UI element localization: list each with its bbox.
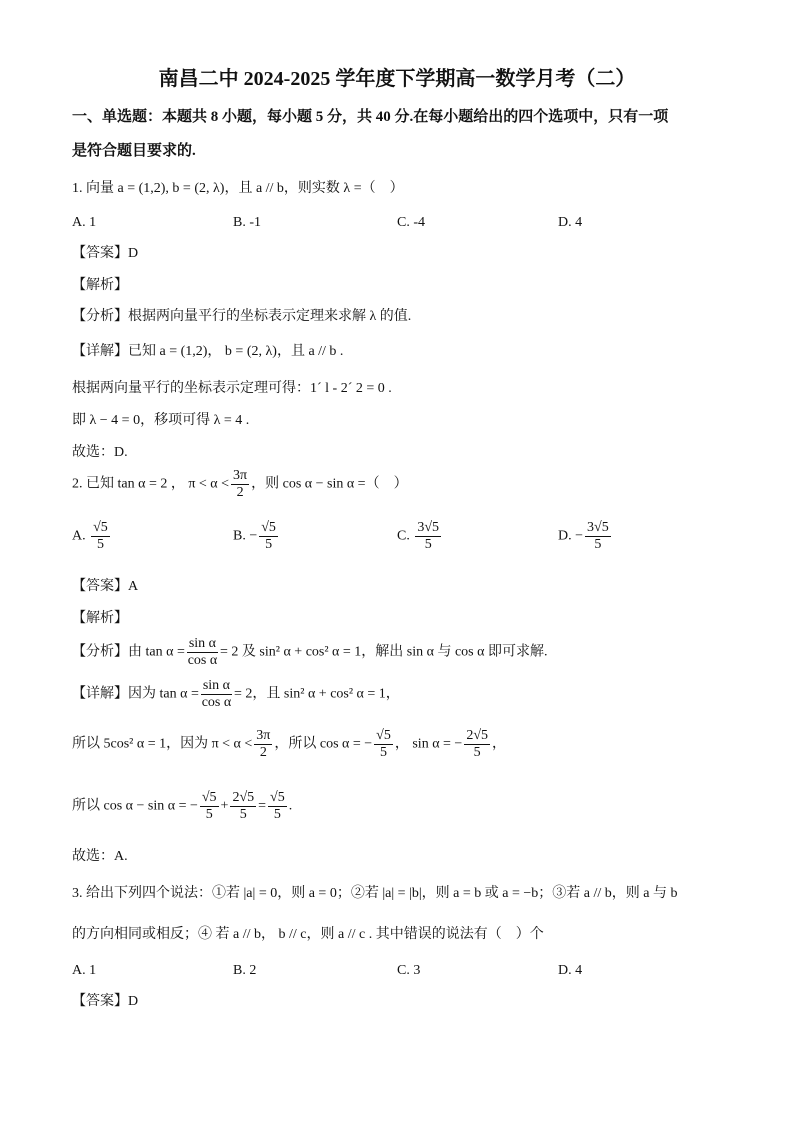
q1-answer: 【答案】D bbox=[72, 246, 139, 261]
section-heading-line2: 是符合题目要求的. bbox=[72, 143, 196, 159]
q2-answer: 【答案】A bbox=[72, 579, 139, 594]
q1-xiangjie: 【详解】已知 a = (1,2)， b = (2, λ)，且 a // b . bbox=[72, 344, 344, 359]
q2-choose: 故选：A. bbox=[72, 849, 128, 864]
q2-fenxi-fraction: $\frac{\text{sin α}}{\text{cos α}}$ bbox=[187, 636, 218, 668]
q3-stem-line1: 3. 给出下列四个说法：①若 |a| = 0，则 a = 0；②若 |a| = |b|，则 a = b 或 a = −b；③若 a // b，则 a 与 b bbox=[72, 886, 678, 901]
q2-stem-b: ，则 cos α − sin α =（ ） bbox=[251, 476, 408, 492]
q1-option-c: C. -4 bbox=[397, 215, 425, 230]
q2-stem bbox=[72, 468, 408, 501]
q2-line2: 所以 cos α − sin α = − $\frac{√5}{5}$ + $\frac{2√5}{5}$ = $\frac{√5}{5}$ . bbox=[72, 790, 293, 822]
q2-jiexi: 【解析】 bbox=[72, 611, 128, 626]
q2-xiangjie: 【详解】因为 tan α = $\frac{\text{sin α}}{\text{cos α}}$ = 2，且 sin² α + cos² α = 1， bbox=[72, 678, 400, 710]
q1-line2: 即 λ − 4 = 0，移项可得 λ = 4 . bbox=[72, 413, 250, 428]
q2-option-d: D. − $\frac{3√5}{5}$ bbox=[558, 520, 609, 552]
q3-option-c: C. 3 bbox=[397, 963, 421, 978]
section-heading-line1: 一、单选题：本题共 8 小题，每小题 5 分，共 40 分.在每小题给出的四个选项中，只有一项 bbox=[72, 109, 669, 125]
q3-option-b: B. 2 bbox=[233, 963, 257, 978]
q1-line1: 根据两向量平行的坐标表示定理可得：1´ l - 2´ 2 = 0 . bbox=[72, 381, 392, 396]
q1-choose: 故选：D. bbox=[72, 445, 128, 460]
q3-stem-line2: 的方向相同或相反；④ 若 a // b， b // c，则 a // c . 其中错误的说法有（ ）个 bbox=[72, 927, 544, 942]
q3-option-d: D. 4 bbox=[558, 963, 583, 978]
q2-stem-den: 2 bbox=[236, 485, 244, 500]
q3-answer: 【答案】D bbox=[72, 994, 139, 1009]
q1-jiexi: 【解析】 bbox=[72, 278, 128, 293]
page-title: 南昌二中 2024-2025 学年度下学期高一数学月考（二） bbox=[158, 68, 636, 90]
q1-fenxi: 【分析】根据两向量平行的坐标表示定理来求解 λ 的值. bbox=[72, 309, 412, 324]
q2-stem-fraction bbox=[231, 468, 249, 501]
q1-option-b: B. -1 bbox=[233, 215, 261, 230]
q2-stem-a: 2. 已知 tan α = 2 ， π < α < bbox=[72, 476, 230, 492]
q2-xiangjie-fraction: $\frac{\text{sin α}}{\text{cos α}}$ bbox=[201, 678, 232, 710]
q2-option-b: B. − $\frac{√5}{5}$ bbox=[233, 520, 276, 552]
q2-line1: 所以 5cos² α = 1，因为 π < α < $\frac{3\pi}{2}$ ，所以 cos α = − $\frac{√5}{5}$ ， sin α = − $\frac{2√5}{5}$ ， bbox=[72, 728, 507, 760]
q1-stem: 1. 向量 a = (1,2), b = (2, λ)，且 a // b，则实数 λ =（ ） bbox=[72, 181, 404, 196]
q2-option-c: C. $\frac{3√5}{5}$ bbox=[397, 520, 440, 552]
q3-option-a: A. 1 bbox=[72, 963, 97, 978]
q2-stem-num: 3π bbox=[233, 468, 248, 483]
q2-fenxi: 【分析】由 tan α = $\frac{\text{sin α}}{\text{cos α}}$ = 2 及 sin² α + cos² α = 1，解出 sin α 与 cos α 即可求解. bbox=[72, 636, 548, 668]
q1-option-a: A. 1 bbox=[72, 215, 97, 230]
q2-option-a: A. $\frac{√5}{5}$ bbox=[72, 520, 108, 552]
q1-option-d: D. 4 bbox=[558, 215, 583, 230]
